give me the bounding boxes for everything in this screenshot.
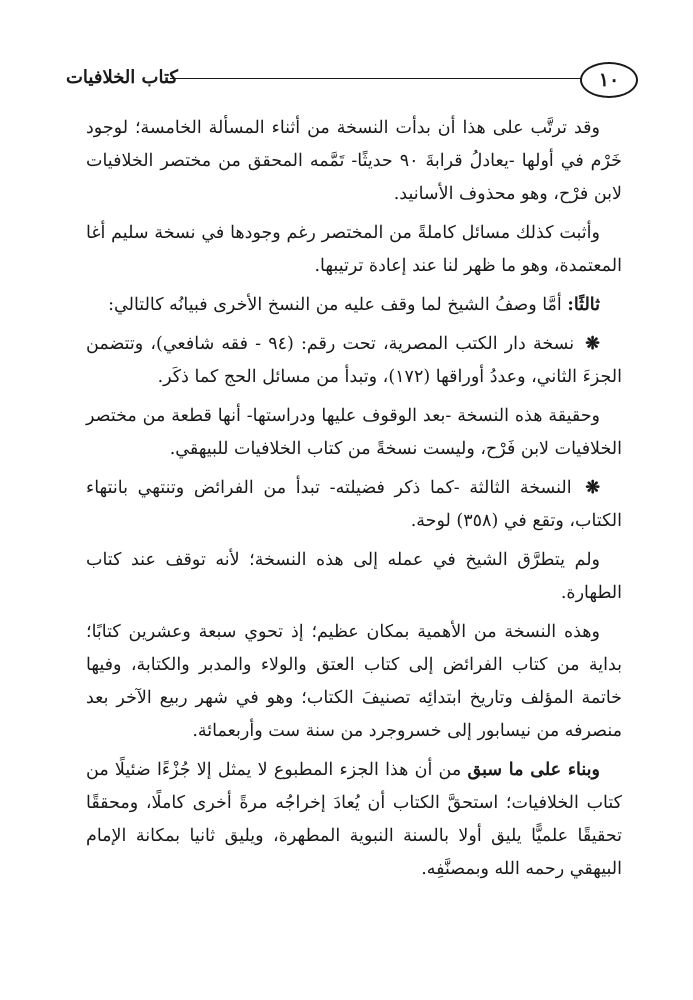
paragraph-text: وهذه النسخة من الأهمية بمكان عظيم؛ إذ تحوي سبعة وعشرين كتابًا؛ بداية من كتاب الفرائض إلى كتاب العتق والولاء والمدبر والكتابة، وفيها خاتمة المؤلف وتاريخ ابتدائِه تصنيفَ الكتاب؛ وهو في شهر ربيع الآخر بعد منصرفه من نيسابور إلى خسروجرد من سنة ست وأربعمائة.: [86, 622, 622, 741]
paragraph-text: النسخة الثالثة -كما ذكر فضيلته- تبدأ من الفرائض وتنتهي بانتهاء الكتاب، وتقع في (٣٥٨) لوحة.: [86, 478, 622, 531]
paragraph-7: [86, 544, 622, 610]
page-number: ١٠: [580, 62, 638, 98]
star-bullet-icon: ❋: [585, 334, 600, 354]
paragraph-text: وقد ترتَّب على هذا أن بدأت النسخة من أثناء المسألة الخامسة؛ لوجود خَرْم في أولها -يعادلُ قرابةَ ٩٠ حديثًا- تَمَّمه المحقق من مختصر الخلافيات لابن فرْح، وهو محذوف الأسانيد.: [86, 118, 622, 204]
paragraph-3: [86, 289, 622, 322]
paragraph-9: [86, 754, 622, 886]
paragraph-text: وأثبت كذلك مسائل كاملةً من المختصر رغم وجودها في نسخة سليم أغا المعتمدة، وهو ما ظهر لنا عند إعادة ترتيبها.: [86, 223, 622, 276]
book-title: كتاب الخلافيات: [65, 67, 178, 88]
paragraph-6: [86, 472, 622, 538]
paragraph-text: وحقيقة هذه النسخة -بعد الوقوف عليها ودراستها- أنها قطعة من مختصر الخلافيات لابن فَرْح، وليست نسخةً من كتاب الخلافيات للبيهقي.: [86, 406, 622, 459]
paragraph-text: نسخة دار الكتب المصرية، تحت رقم: (٩٤ - فقه شافعي)، وتتضمن الجزءَ الثاني، وعددُ أوراقها (١٧٢)، وتبدأ من مسائل الحج كما ذكَر.: [86, 334, 622, 387]
paragraph-text: من أن هذا الجزء المطبوع لا يمثل إلا جُزْءًا ضئيلًا من كتاب الخلافيات؛ استحقَّ الكتاب أن يُعادَ إخراجُه مرةً أخرى كاملًا، ومحققًا تحقيقًا علميًّا يليق أولا بالسنة النبوية المطهرة، ويليق ثانيا بمكانة الإمام البيهقي رحمه الله وبمصنَّفِه.: [86, 760, 622, 879]
paragraph-text: ولم يتطرَّق الشيخ في عمله إلى هذه النسخة؛ لأنه توقف عند كتاب الطهارة.: [86, 550, 622, 603]
paragraph-4: [86, 328, 622, 394]
page-header: [65, 62, 638, 100]
star-bullet-icon: ❋: [585, 478, 600, 498]
paragraph-1: [86, 112, 622, 211]
paragraph-lead: ثالثًا:: [567, 295, 600, 315]
paragraph-text: أمَّا وصفُ الشيخ لما وقف عليه من النسخ الأخرى فبيانُه كالتالي:: [108, 295, 562, 315]
paragraph-lead: وبناء على ما سبق: [467, 760, 600, 780]
header-rule: [170, 78, 582, 79]
paragraph-2: [86, 217, 622, 283]
paragraph-5: [86, 400, 622, 466]
body-text: [86, 112, 622, 892]
paragraph-8: [86, 616, 622, 748]
